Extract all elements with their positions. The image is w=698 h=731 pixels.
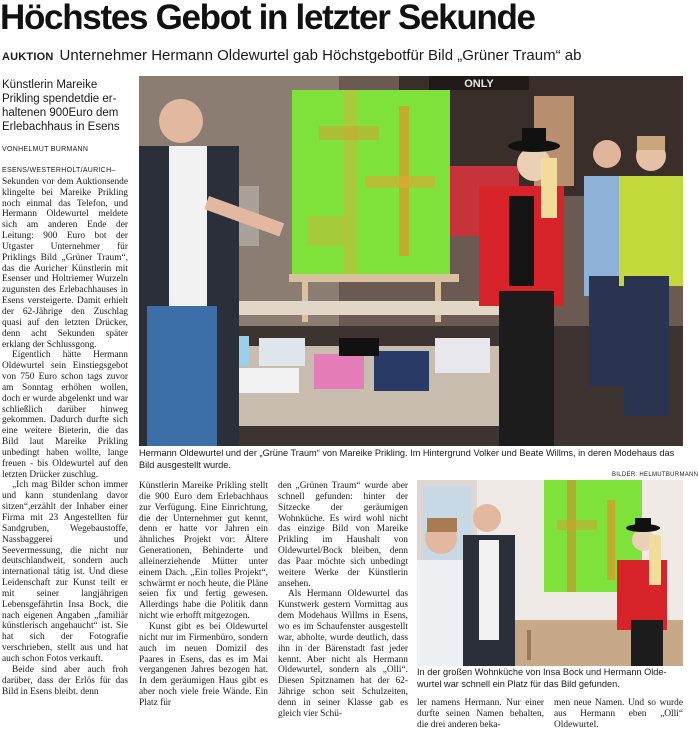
- paragraph: den „Grünen Traum“ wurde aber schnell gefunden: hinter der Sitzecke der geräumigen Wohnküche. Es wird wohl nicht das einzige Bild von Mareike Prikling im Haushalt von Oldewurtel/Bock bleiben, denn das Paar möchte sich unbedingt weitere Werke der Künstlerin ansehen.: [278, 481, 408, 589]
- paragraph: „Ich mag Bilder schon immer und kann stundenlang davor sitzen“,erzählt der Inhaber einer Firma mit 23 Angestellten für Sandgruben, Wegebaustoffe, Nassbaggerei und Seevermessung, die nicht nur deutschlandweit, sondern auch international tätig ist. Und diese Leidenschaft zur Kunst teilt er mit seiner langjährigen Lebensgefährtin Insa Bock, die nach eigenen Angaben „familiär künstlerisch angehaucht“ ist. Sie hat sich der Fotografie verschrieben, stellt aus und hat auch schon Fotos verkauft.: [2, 480, 128, 664]
- kitchen-photo-caption: In der großen Wohnküche von Insa Bock und Hermann Oldewurtel war schnell ein Platz für das Bild gefunden.: [417, 667, 667, 689]
- article-column-5: [554, 698, 683, 730]
- paragraph: men neue Namen. Und so wurde aus Hermann eben „Olli“ Oldewurtel.: [554, 698, 683, 730]
- article-column-3: [278, 481, 408, 730]
- lead-text: Künstlerin Mareike Prikling spendetdie erhaltenen 900Euro dem Erlebachhaus in Esens: [2, 79, 120, 133]
- paragraph: Künstlerin Mareike Prikling stellt die 900 Euro dem Erlebachhaus zur Verfügung. Eine Einrichtung, die der Unternehmer gut kennt, denn er hatte vor Jahren ein ähnliches Projekt vor: Ältere Generationen, Behinderte und alleinerziehende Mütter unter einem Dach. „Ein tolles Projekt“, schwärmt er noch heute, die Pläne seien fix und fertig gewesen. Allerdings habe die Politik dann nicht wie erhofft mitgezogen.: [139, 481, 268, 622]
- subheadline: Unternehmer Hermann Oldewurtel gab Höchstgebotfür Bild „Grüner Traum“ ab: [59, 47, 582, 64]
- dateline: ESENS/WESTERHOLT/AURICH–: [2, 167, 116, 174]
- main-photo: [139, 76, 683, 446]
- article-column-1: [2, 165, 128, 730]
- paragraph: Eigentlich hätte Hermann Oldewurtel sein Einstiegsgebot von 750 Euro schon tags zuvor am Sonntag erhöhen wollen, doch er wurde abgelenkt und war schließlich darüber hinweg gekommen. Dadurch durfte sich eine weitere Bieterin, die das Bild laut Mareike Prikling unbedingt haben wollte, lange freuen - bis Oldewurtel auf den letzten Drücker zuschlug.: [2, 350, 128, 480]
- byline: VONHELMUT BURMANN: [2, 146, 89, 153]
- headline: Höchstes Gebot in letzter Sekunde: [0, 0, 535, 37]
- paragraph: Sekunden vor dem Auktionsende klingelte bei Mareike Prikling noch einmal das Telefon, und Hermann Oldewurtel meldete sich am anderen Ende der Leitung: 900 Euro bot der Utgaster Unternehmer für Priklings Bild „Grüner Traum“, das die Auricher Künstlerin mit Esenser und Holtriemer Wurzeln zugunsten des Erlebachhauses in Esens versteigerte. Damit erhielt der 62-Jährige den Zuschlag quasi auf den letzten Drücker, denn acht Sekunden später erklang der Schlussgong.: [2, 176, 128, 350]
- photo-credit: BILDER: HELMUTBURMANN: [612, 472, 698, 478]
- paragraph: Kunst gibt es bei Oldewurtel nicht nur im Firmenbüro, sondern auch im neuen Domizil des Paares in Esens, das es im Mai vergangenen Jahres bezogen hat. In dem geräumigen Haus gibt es aber noch viele freie Wände. Ein Platz für: [139, 621, 268, 708]
- kicker: AUKTION: [2, 51, 54, 63]
- main-photo-caption: Hermann Oldewurtel und der „Grüne Traum“ von Mareike Prikling. Im Hintergrund Volker und Beate Willms, in deren Modehaus das Bild ausgestellt wurde.: [139, 448, 675, 470]
- kitchen-photo: [417, 480, 683, 666]
- subheadline-row: [2, 45, 683, 67]
- paragraph: Als Hermann Oldewurtel das Kunstwerk gestern Vormittag aus dem Modehaus Willms in Esens, wo es im Schaufenster ausgestellt war, abholte, wurde deutlich, dass ihn in der Bärenstadt fast jeder kennt. Aber nicht als Hermann Oldewurtel, sondern als „Olli“. Diesen Spitznamen hat der 62-Jährige schon seit Schulzeiten, denn in seiner Klasse gab es gleich vier Schü-: [278, 589, 408, 719]
- paragraph: Beide sind aber auch froh darüber, dass der Erlös für das Bild in Esens bleibt. denn: [2, 664, 128, 697]
- store-sign: ONLY: [464, 78, 494, 90]
- article-column-4: [417, 698, 544, 730]
- article-column-2: [139, 481, 268, 730]
- paragraph: ler namens Hermann. Nur einer durfte seinen Namen behalten, die drei anderen beka-: [417, 698, 544, 730]
